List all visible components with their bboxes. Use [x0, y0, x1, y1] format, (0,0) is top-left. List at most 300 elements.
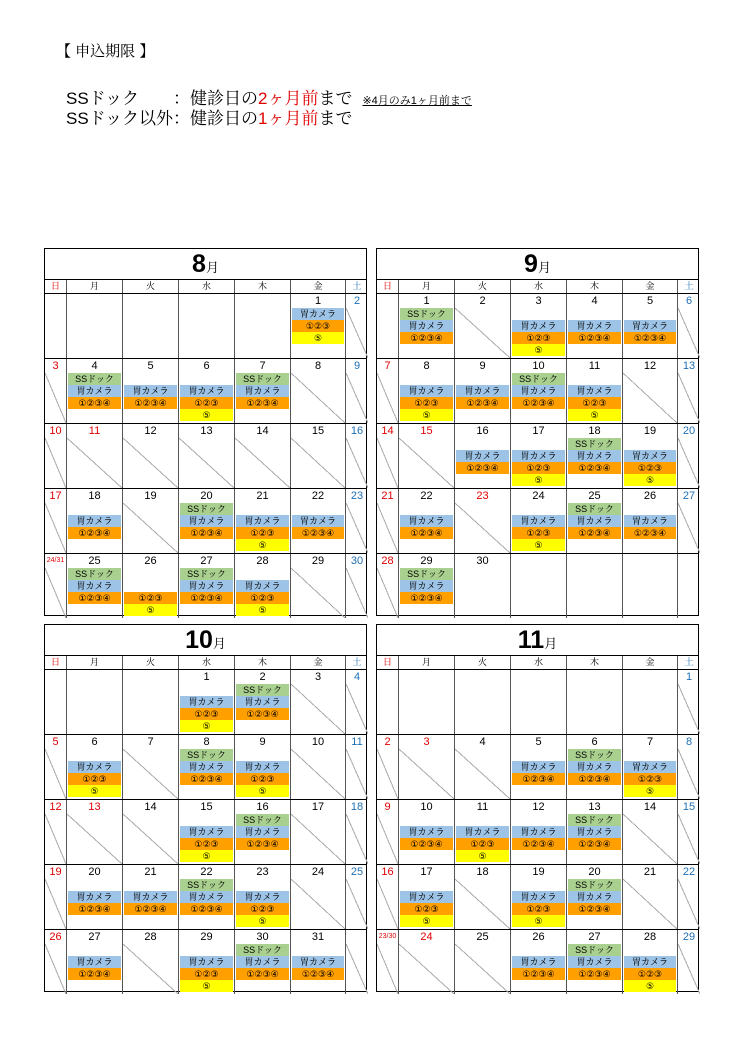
day-cell [235, 424, 291, 488]
day-number: 2 [259, 671, 266, 683]
slot-5-label: ⑤ [624, 980, 676, 992]
gastroscopy-label: 胃カメラ [568, 320, 621, 332]
slot-numbers-label: ①②③④ [568, 527, 621, 539]
slot-numbers-label: ①②③ [180, 397, 233, 409]
day-number: 16 [381, 866, 394, 878]
day-cell [623, 930, 678, 994]
gastroscopy-label: 胃カメラ [180, 891, 233, 903]
gastroscopy-label: 胃カメラ [456, 450, 509, 462]
gastroscopy-label: 胃カメラ [236, 891, 289, 903]
day-cell [567, 294, 623, 358]
day-number [123, 670, 178, 684]
day-cell [455, 930, 511, 994]
day-cell [45, 424, 67, 488]
slot-numbers-label: ①②③④ [400, 838, 453, 850]
weekday-label: 木 [235, 280, 291, 293]
gastroscopy-label: 胃カメラ [512, 956, 565, 968]
slot-numbers-label: ①②③④ [568, 332, 621, 344]
week-row [45, 554, 366, 618]
day-cell [678, 930, 700, 994]
slot-numbers-label: ①②③④ [456, 462, 509, 474]
gastroscopy-label: 胃カメラ [292, 308, 344, 320]
weekday-label: 金 [623, 280, 678, 293]
day-cell [235, 670, 291, 734]
day-number [179, 294, 234, 308]
day-number: 23 [350, 490, 364, 502]
day-number [678, 554, 700, 568]
slot-numbers-label: ①②③ [512, 527, 565, 539]
slot-5-label: ⑤ [400, 915, 453, 927]
slot-5-label: ⑤ [68, 785, 121, 797]
slot-numbers-label: ①②③ [512, 903, 565, 915]
day-cell [123, 865, 179, 929]
gastroscopy-label: 胃カメラ [68, 761, 121, 773]
month-calendar [44, 624, 367, 992]
slot-numbers-label: ①②③ [236, 592, 289, 604]
day-number: 7 [384, 360, 391, 372]
slot-5-label: ⑤ [624, 785, 676, 797]
deadline-line-other [66, 104, 352, 129]
weekday-label: 日 [377, 656, 399, 669]
day-cell [67, 294, 123, 358]
day-cell [511, 294, 567, 358]
weekday-header [45, 656, 366, 670]
weekday-label: 金 [291, 280, 346, 293]
calendar-grid [45, 294, 366, 618]
weekday-label: 木 [567, 280, 623, 293]
day-cell [346, 294, 368, 358]
gastroscopy-label: 胃カメラ [400, 891, 453, 903]
day-number: 5 [147, 360, 154, 372]
day-number: 30 [476, 555, 489, 567]
slot-numbers-label: ①②③④ [400, 332, 453, 344]
gastroscopy-label: 胃カメラ [180, 761, 233, 773]
gastroscopy-label: 胃カメラ [400, 580, 453, 592]
page-title: 【 申込期限 】 [56, 43, 155, 60]
day-cell [399, 424, 455, 488]
gastroscopy-label: 胃カメラ [236, 761, 289, 773]
day-number [511, 670, 566, 684]
gastroscopy-label: 胃カメラ [568, 515, 621, 527]
month-calendar [44, 248, 367, 616]
weekday-label: 土 [352, 281, 362, 291]
day-cell [291, 930, 346, 994]
day-cell [45, 865, 67, 929]
day-number: 21 [381, 490, 394, 502]
slot-5-label: ⑤ [236, 915, 289, 927]
slot-5-label: ⑤ [180, 409, 233, 421]
slot-5-label: ⑤ [512, 344, 565, 356]
day-number [567, 554, 622, 568]
day-number: 13 [88, 801, 101, 813]
gastroscopy-label: 胃カメラ [400, 385, 453, 397]
day-cell [678, 359, 700, 423]
day-number: 3 [314, 671, 322, 683]
slot-numbers-label: ①②③ [512, 462, 565, 474]
day-cell [377, 670, 399, 734]
day-cell [346, 359, 368, 423]
slot-numbers-label: ①②③④ [124, 397, 177, 409]
day-number: 22 [682, 866, 696, 878]
day-number: 9 [479, 360, 486, 372]
weekday-label: 金 [291, 656, 346, 669]
gastroscopy-label: 胃カメラ [124, 385, 177, 397]
day-cell [678, 670, 700, 734]
day-number [455, 670, 510, 684]
day-number: 31 [311, 931, 325, 943]
day-number: 4 [591, 295, 598, 307]
week-row [377, 554, 698, 618]
day-number: 1 [203, 671, 210, 683]
day-number: 10 [311, 736, 325, 748]
day-cell [455, 359, 511, 423]
month-number: 9 [524, 250, 538, 278]
weekday-label: 木 [567, 656, 623, 669]
day-cell [511, 930, 567, 994]
gastroscopy-label: 胃カメラ [292, 515, 344, 527]
day-number: 10 [49, 425, 62, 437]
day-number: 21 [643, 866, 657, 878]
slot-numbers-label: ①②③ [400, 903, 453, 915]
day-cell [455, 489, 511, 553]
weekday-label: 金 [623, 656, 678, 669]
day-number: 19 [532, 866, 545, 878]
day-cell [45, 735, 67, 799]
day-number: 9 [259, 736, 266, 748]
slot-5-label: ⑤ [180, 980, 233, 992]
day-number: 3 [52, 360, 59, 372]
day-number: 6 [203, 360, 210, 372]
day-number: 18 [476, 866, 489, 878]
day-cell [67, 800, 123, 864]
day-number: 23 [476, 490, 489, 502]
day-number [45, 294, 66, 308]
ss-dock-label: SSドック [568, 438, 621, 450]
day-number: 17 [311, 801, 325, 813]
slot-5-label: ⑤ [180, 720, 233, 732]
gastroscopy-label: 胃カメラ [236, 515, 289, 527]
day-cell [567, 554, 623, 618]
day-cell [678, 554, 700, 618]
day-number: 4 [479, 736, 486, 748]
day-cell [45, 800, 67, 864]
weekday-header [377, 656, 698, 670]
day-number [377, 670, 398, 684]
day-cell [511, 424, 567, 488]
month-number: 11 [517, 626, 545, 654]
day-number: 20 [682, 425, 696, 437]
gastroscopy-label: 胃カメラ [292, 956, 344, 968]
slot-numbers-label: ①②③ [624, 462, 676, 474]
day-cell [235, 359, 291, 423]
day-number: 18 [88, 490, 101, 502]
day-cell [567, 735, 623, 799]
day-cell [123, 424, 179, 488]
week-row [377, 489, 698, 554]
day-cell [511, 735, 567, 799]
weekday-label: 土 [352, 657, 362, 667]
weekday-header [45, 280, 366, 294]
gastroscopy-label: 胃カメラ [568, 891, 621, 903]
day-cell [567, 489, 623, 553]
day-cell [567, 424, 623, 488]
day-number: 22 [200, 866, 213, 878]
day-number: 3 [423, 736, 430, 748]
calendar-grid [377, 294, 698, 618]
day-cell [179, 800, 235, 864]
day-cell [399, 930, 455, 994]
day-number: 28 [643, 931, 657, 943]
weekday-label: 水 [179, 280, 235, 293]
day-cell [291, 424, 346, 488]
slot-5-label: ⑤ [568, 409, 621, 421]
day-number: 26 [532, 931, 545, 943]
week-row [45, 735, 366, 800]
day-cell [377, 735, 399, 799]
slot-numbers-label: ①②③ [124, 592, 177, 604]
week-row [377, 865, 698, 930]
day-number: 8 [314, 360, 322, 372]
day-number: 30 [350, 555, 364, 567]
day-number: 2 [384, 736, 391, 748]
day-number: 13 [588, 801, 601, 813]
weekday-label: 月 [67, 656, 123, 669]
day-cell [455, 294, 511, 358]
day-cell [123, 930, 179, 994]
gastroscopy-label: 胃カメラ [456, 385, 509, 397]
month-title [45, 249, 366, 280]
month-calendar [376, 624, 699, 992]
day-cell [346, 670, 368, 734]
day-number: 22 [420, 490, 433, 502]
slot-numbers-label: ①②③ [180, 968, 233, 980]
day-number [567, 670, 622, 684]
day-cell [567, 865, 623, 929]
day-cell [377, 359, 399, 423]
ss-dock-label: SSドック [400, 308, 453, 320]
day-cell [67, 424, 123, 488]
day-number: 1 [685, 671, 693, 683]
day-number: 5 [535, 736, 542, 748]
week-row [377, 735, 698, 800]
day-cell [455, 554, 511, 618]
day-cell [67, 930, 123, 994]
day-number: 23 [256, 866, 269, 878]
weekday-label: 水 [511, 656, 567, 669]
day-number: 12 [643, 360, 657, 372]
day-cell [623, 489, 678, 553]
day-cell [235, 865, 291, 929]
day-number: 18 [588, 425, 601, 437]
day-cell [623, 294, 678, 358]
day-number: 16 [256, 801, 269, 813]
day-cell [623, 359, 678, 423]
day-number: 28 [381, 555, 394, 567]
day-cell [45, 489, 67, 553]
day-cell [291, 735, 346, 799]
day-number: 12 [49, 801, 62, 813]
slot-5-label: ⑤ [624, 474, 676, 486]
gastroscopy-label: 胃カメラ [512, 891, 565, 903]
day-cell [346, 930, 368, 994]
gastroscopy-label: 胃カメラ [236, 826, 289, 838]
weekday-label: 火 [455, 656, 511, 669]
slot-numbers-label: ①②③④ [236, 397, 289, 409]
day-cell [678, 489, 700, 553]
day-number: 9 [353, 360, 361, 372]
day-cell [291, 489, 346, 553]
slot-numbers-label: ①②③④ [180, 527, 233, 539]
day-cell [123, 489, 179, 553]
calendar-grid [377, 670, 698, 994]
ss-dock-label: SSドック [68, 373, 121, 385]
day-cell [179, 930, 235, 994]
month-title [377, 625, 698, 656]
day-cell [346, 865, 368, 929]
gastroscopy-label: 胃カメラ [400, 826, 453, 838]
weekday-label: 火 [123, 656, 179, 669]
day-number: 15 [311, 425, 325, 437]
day-number: 14 [381, 425, 394, 437]
gastroscopy-label: 胃カメラ [236, 956, 289, 968]
day-cell [291, 554, 346, 618]
day-cell [377, 865, 399, 929]
month-title [45, 625, 366, 656]
day-cell [45, 359, 67, 423]
day-cell [45, 930, 67, 994]
day-cell [123, 359, 179, 423]
slot-5-label: ⑤ [400, 409, 453, 421]
day-number: 11 [351, 736, 363, 748]
day-number: 19 [643, 425, 657, 437]
day-number: 22 [311, 490, 325, 502]
slot-numbers-label: ①②③ [236, 773, 289, 785]
day-cell [179, 735, 235, 799]
day-number: 10 [420, 801, 433, 813]
day-cell [623, 424, 678, 488]
gastroscopy-label: 胃カメラ [400, 320, 453, 332]
day-number: 6 [685, 295, 693, 307]
day-number: 24/31 [46, 557, 65, 564]
day-number: 16 [350, 425, 364, 437]
day-number [123, 294, 178, 308]
gastroscopy-label: 胃カメラ [512, 515, 565, 527]
day-number: 20 [200, 490, 213, 502]
slot-numbers-label: ①②③ [624, 968, 676, 980]
day-number [399, 670, 454, 684]
weekday-header [377, 280, 698, 294]
day-number: 19 [49, 866, 62, 878]
slot-numbers-label: ①②③ [512, 332, 565, 344]
slot-numbers-label: ①②③④ [180, 903, 233, 915]
month-suffix: 月 [537, 260, 551, 275]
day-number: 25 [588, 490, 601, 502]
day-number: 8 [685, 736, 693, 748]
slot-numbers-label: ①②③④ [400, 527, 453, 539]
slot-numbers-label: ①②③④ [512, 968, 565, 980]
deadline-value: 1ヶ月前 [258, 109, 319, 128]
day-cell [511, 489, 567, 553]
ss-dock-label: SSドック [568, 814, 621, 826]
gastroscopy-label: 胃カメラ [124, 891, 177, 903]
slot-numbers-label: ①②③④ [624, 332, 676, 344]
day-cell [67, 489, 123, 553]
weekday-label: 月 [399, 656, 455, 669]
day-number: 14 [256, 425, 269, 437]
day-cell [67, 865, 123, 929]
day-number: 16 [476, 425, 489, 437]
month-suffix: 月 [205, 260, 219, 275]
gastroscopy-label: 胃カメラ [512, 385, 565, 397]
gastroscopy-label: 胃カメラ [68, 580, 121, 592]
gastroscopy-label: 胃カメラ [512, 826, 565, 838]
gastroscopy-label: 胃カメラ [512, 761, 565, 773]
day-cell [399, 800, 455, 864]
slot-numbers-label: ①②③④ [568, 462, 621, 474]
day-cell [399, 359, 455, 423]
day-cell [346, 489, 368, 553]
day-cell [67, 554, 123, 618]
slot-numbers-label: ①②③④ [236, 708, 289, 720]
day-number: 25 [476, 931, 489, 943]
day-cell [399, 489, 455, 553]
day-cell [67, 735, 123, 799]
day-number: 19 [144, 490, 157, 502]
gastroscopy-label: 胃カメラ [68, 385, 121, 397]
day-cell [346, 424, 368, 488]
day-number: 26 [144, 555, 157, 567]
gastroscopy-label: 胃カメラ [236, 385, 289, 397]
gastroscopy-label: 胃カメラ [568, 385, 621, 397]
calendar-grid [45, 670, 366, 994]
ss-dock-label: SSドック [512, 373, 565, 385]
ss-dock-label: SSドック [568, 879, 621, 891]
ss-dock-label: SSドック [568, 944, 621, 956]
slot-5-label: ⑤ [456, 850, 509, 862]
day-cell [291, 359, 346, 423]
day-number [623, 670, 677, 684]
day-number [511, 554, 566, 568]
day-number: 26 [49, 931, 62, 943]
slot-numbers-label: ①②③④ [568, 903, 621, 915]
day-cell [179, 865, 235, 929]
gastroscopy-label: 胃カメラ [180, 515, 233, 527]
day-cell [123, 294, 179, 358]
gastroscopy-label: 胃カメラ [568, 956, 621, 968]
day-cell [235, 800, 291, 864]
weekday-label: 土 [684, 657, 694, 667]
day-cell [346, 554, 368, 618]
day-cell [291, 294, 346, 358]
day-cell [678, 735, 700, 799]
gastroscopy-label: 胃カメラ [568, 450, 621, 462]
slot-numbers-label: ①②③ [400, 397, 453, 409]
slot-numbers-label: ①②③ [292, 320, 344, 332]
day-number [45, 670, 66, 684]
ss-dock-label: SSドック [236, 373, 289, 385]
day-cell [67, 359, 123, 423]
day-number: 8 [423, 360, 430, 372]
ss-dock-label: SSドック [180, 568, 233, 580]
day-cell [123, 800, 179, 864]
week-row [377, 930, 698, 994]
deadline-suffix: まで [318, 109, 353, 128]
slot-numbers-label: ①②③④ [68, 968, 121, 980]
weekday-label: 土 [684, 281, 694, 291]
day-cell [377, 489, 399, 553]
gastroscopy-label: 胃カメラ [180, 580, 233, 592]
week-row [377, 670, 698, 735]
